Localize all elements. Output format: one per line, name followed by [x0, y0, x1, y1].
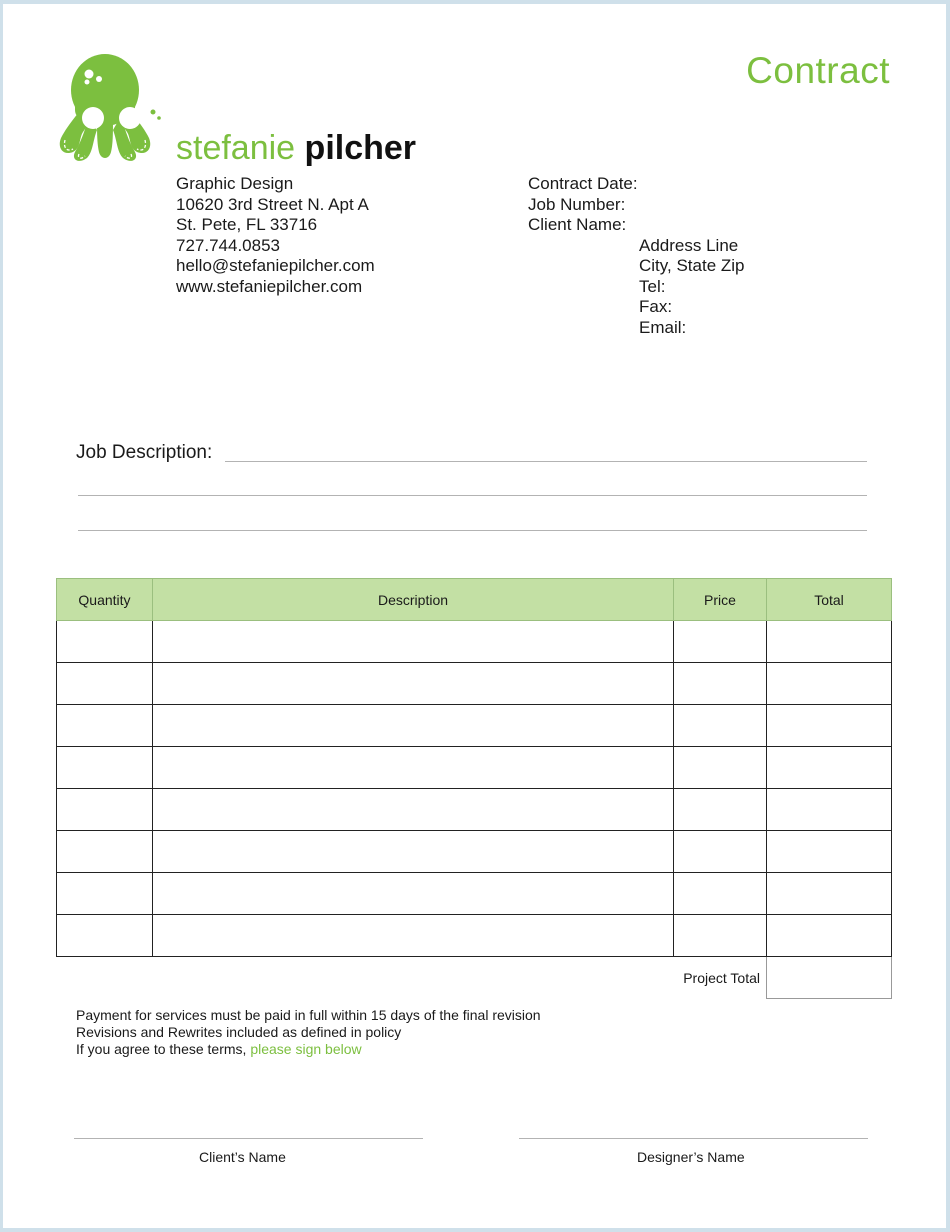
terms-revisions: Revisions and Rewrites included as defined in policy [76, 1024, 402, 1040]
project-total-label: Project Total [683, 969, 760, 986]
price-cell[interactable] [674, 747, 767, 789]
contract-page [3, 4, 946, 1228]
total-cell[interactable] [767, 705, 892, 747]
brand-name [176, 129, 416, 168]
price-cell[interactable] [674, 789, 767, 831]
price-header: Price [674, 579, 767, 621]
designer-signature-line[interactable] [519, 1138, 868, 1139]
total-header: Total [767, 579, 892, 621]
job-description-line-1 [225, 461, 867, 462]
table-header-row [57, 579, 892, 621]
document-title: Contract [746, 50, 890, 91]
client-tel-label: Tel: [639, 276, 666, 296]
table-row [57, 663, 892, 705]
terms-agree [76, 1041, 541, 1058]
terms-text [76, 1007, 541, 1058]
quantity-cell[interactable] [57, 831, 153, 873]
table-row [57, 831, 892, 873]
contract-date-label: Contract Date: [528, 174, 638, 193]
total-cell[interactable] [767, 663, 892, 705]
price-cell[interactable] [674, 873, 767, 915]
total-cell[interactable] [767, 789, 892, 831]
table-row [57, 873, 892, 915]
table-row [57, 789, 892, 831]
description-header: Description [153, 579, 674, 621]
description-cell[interactable] [153, 747, 674, 789]
price-cell[interactable] [674, 915, 767, 957]
quantity-cell[interactable] [57, 705, 153, 747]
project-total-cell[interactable] [767, 957, 892, 999]
company-info [176, 174, 375, 297]
quantity-cell[interactable] [57, 747, 153, 789]
company-phone: 727.744.0853 [176, 235, 280, 255]
terms-sign-below: please sign below [250, 1041, 362, 1057]
client-city-state-zip: City, State Zip [639, 256, 745, 275]
company-email: hello@stefaniepilcher.com [176, 256, 375, 275]
description-cell[interactable] [153, 663, 674, 705]
description-cell[interactable] [153, 915, 674, 957]
client-address-line: Address Line [639, 235, 739, 255]
price-cell[interactable] [674, 621, 767, 663]
designer-name-signature-label: Designer’s Name [637, 1149, 745, 1165]
quantity-cell[interactable] [57, 663, 153, 705]
description-cell[interactable] [153, 873, 674, 915]
total-cell[interactable] [767, 831, 892, 873]
company-street: 10620 3rd Street N. Apt A [176, 194, 369, 214]
total-cell[interactable] [767, 915, 892, 957]
client-signature-line[interactable] [74, 1138, 423, 1139]
table-row [57, 915, 892, 957]
project-total-row [57, 957, 892, 999]
table-row [57, 705, 892, 747]
table-row [57, 747, 892, 789]
client-name-signature-label: Client’s Name [199, 1149, 286, 1165]
terms-payment: Payment for services must be paid in full within 15 days of the final revision [76, 1007, 541, 1023]
total-cell[interactable] [767, 747, 892, 789]
client-name-label: Client Name: [528, 215, 627, 234]
job-description-label: Job Description: [76, 442, 213, 463]
quantity-cell[interactable] [57, 789, 153, 831]
total-cell[interactable] [767, 873, 892, 915]
description-cell[interactable] [153, 705, 674, 747]
quantity-cell[interactable] [57, 621, 153, 663]
quantity-cell[interactable] [57, 915, 153, 957]
price-cell[interactable] [674, 705, 767, 747]
job-number-label: Job Number: [528, 194, 626, 214]
job-description-line-2 [78, 495, 867, 496]
company-website: www.stefaniepilcher.com [176, 276, 363, 296]
description-cell[interactable] [153, 789, 674, 831]
price-cell[interactable] [674, 663, 767, 705]
terms-agree-prefix: If you agree to these terms, [76, 1041, 247, 1057]
line-items-table [56, 578, 892, 999]
company-service: Graphic Design [176, 174, 294, 193]
brand-last-name: pilcher [304, 129, 417, 167]
quantity-cell[interactable] [57, 873, 153, 915]
quantity-header: Quantity [57, 579, 153, 621]
client-email-label: Email: [639, 317, 687, 337]
description-cell[interactable] [153, 831, 674, 873]
price-cell[interactable] [674, 831, 767, 873]
total-cell[interactable] [767, 621, 892, 663]
client-fax-label: Fax: [639, 297, 673, 316]
company-city: St. Pete, FL 33716 [176, 215, 318, 234]
job-description-line-3 [78, 530, 867, 531]
contract-info [528, 174, 745, 338]
octopus-logo-icon [53, 52, 173, 167]
table-row [57, 621, 892, 663]
brand-first-name: stefanie [176, 129, 296, 167]
description-cell[interactable] [153, 621, 674, 663]
